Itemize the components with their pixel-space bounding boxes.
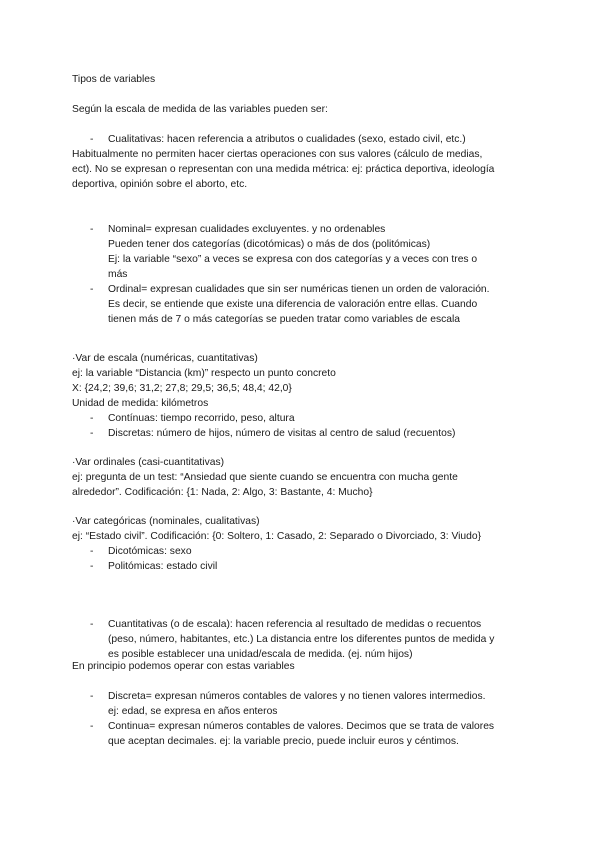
cuantitativas-after: En principio podemos operar con estas variables [72,661,295,672]
ordinales-line-1: ej: pregunta de un test: “Ansiedad que siente cuando se encuentra con mucha gente [72,472,458,483]
ordinales-line-2: alrededor”. Codificación: {1: Nada, 2: Algo, 3: Bastante, 4: Mucho} [72,487,373,498]
continua-line-2: que aceptan decimales. ej: la variable precio, puede incluir euros y céntimos. [108,736,459,747]
categoricas-example: ej: “Estado civil”. Codificación: {0: Soltero, 1: Casado, 2: Separado o Divorciado, 3: Viudo} [72,531,482,542]
ordinales-heading: ·Var ordinales (casi-cuantitativas) [72,457,225,468]
escala-item-continuas: Contínuas: tiempo recorrido, peso, altura [108,413,295,424]
continua-line-1: Continua= expresan números contables de valores. Decimos que se trata de valores [108,721,495,732]
cuantitativas-line-3: es posible establecer una unidad/escala de medida. (ej. núm hijos) [108,649,413,660]
categoricas-heading: ·Var categóricas (nominales, cualitativas) [72,516,260,527]
escala-heading: ·Var de escala (numéricas, cuantitativas) [72,353,258,364]
cualitativas-bullet: Cualitativas: hacen referencia a atributos o cualidades (sexo, estado civil, etc.) [108,134,466,145]
bullet-dash: - [90,561,94,572]
bullet-dash: - [90,224,94,235]
cualitativas-line-3: deportiva, opinión sobre el aborto, etc. [72,179,248,190]
ordinal-line-1: Ordinal= expresan cualidades que sin ser numéricas tienen un orden de valoración. [108,284,490,295]
escala-item-discretas: Discretas: número de hijos, número de visitas al centro de salud (recuentos) [108,428,456,439]
ordinal-line-3: tienen más de 7 o más categorías se pueden tratar como variables de escala [108,314,461,325]
ordinal-line-2: Es decir, se entiende que existe una diferencia de valoración entre ellas. Cuando [108,299,478,310]
cualitativas-line-2: ect). No se expresan o representan con una medida métrica: ej: práctica deportiva, ideología [72,164,495,175]
nominal-line-3: Ej: la variable “sexo” a veces se expresa con dos categorías y a veces con tres o [108,254,478,265]
cualitativas-line-1: Habitualmente no permiten hacer ciertas operaciones con sus valores (cálculo de medias, [72,149,483,160]
document-title: Tipos de variables [72,74,156,85]
bullet-dash: - [90,619,94,630]
escala-values: X: {24,2; 39,6; 31,2; 27,8; 29,5; 36,5; 48,4; 42,0} [72,383,292,394]
nominal-line-1: Nominal= expresan cualidades excluyentes. y no ordenables [108,224,386,235]
bullet-dash: - [90,284,94,295]
nominal-line-4: más [108,269,128,280]
cuantitativas-line-2: (peso, número, habitantes, etc.) La distancia entre los diferentes puntos de medida y [108,634,495,645]
bullet-dash: - [90,691,94,702]
discreta-line-1: Discreta= expresan números contables de valores y no tienen valores intermedios. [108,691,486,702]
categoricas-item-dicotomicas: Dicotómicas: sexo [108,546,192,557]
bullet-dash: - [90,134,94,145]
bullet-dash: - [90,546,94,557]
intro-paragraph: Según la escala de medida de las variables pueden ser: [72,104,328,115]
nominal-line-2: Pueden tener dos categorías (dicotómicas) o más de dos (politómicas) [108,239,431,250]
escala-unit: Unidad de medida: kilómetros [72,398,209,409]
bullet-dash: - [90,413,94,424]
escala-example: ej: la variable “Distancia (km)” respecto un punto concreto [72,368,336,379]
cuantitativas-line-1: Cuantitativas (o de escala): hacen referencia al resultado de medidas o recuentos [108,619,482,630]
bullet-dash: - [90,721,94,732]
categoricas-item-politomicas: Politómicas: estado civil [108,561,218,572]
discreta-line-2: ej: edad, se expresa en años enteros [108,706,278,717]
bullet-dash: - [90,428,94,439]
